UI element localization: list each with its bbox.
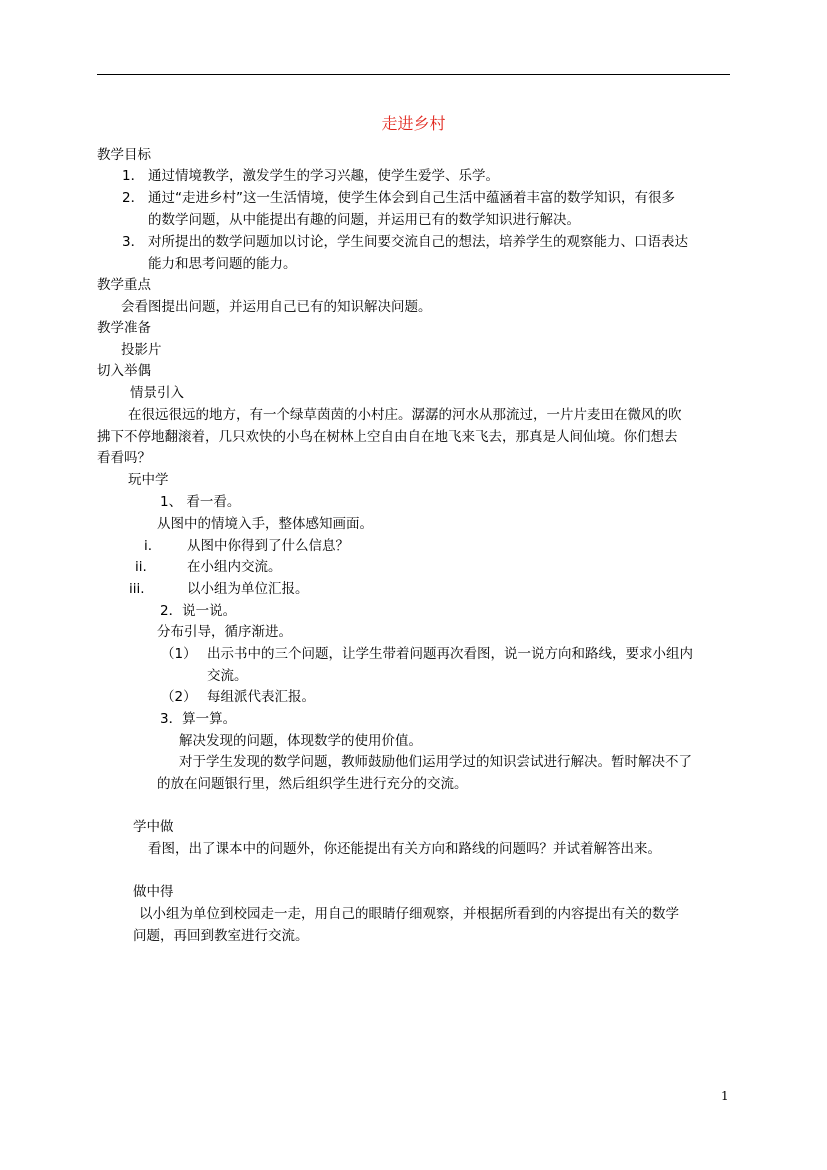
roman-1-num: i.	[144, 538, 153, 554]
roman-2-num: ii.	[135, 559, 147, 575]
keypoint-heading: 教学重点	[97, 277, 151, 293]
prep-heading: 教学准备	[97, 320, 151, 336]
step3-desc: 解决发现的问题，体现数学的使用价值。	[179, 733, 422, 749]
play-heading: 玩中学	[128, 472, 169, 488]
paren-2-text: 每组派代表汇报。	[207, 689, 315, 705]
objective-2-text: 通过“走进乡村”这一生活情境，使学生体会到自己生活中蕴涵着丰富的数学知识，有很多	[148, 190, 675, 206]
roman-1-text: 从图中你得到了什么信息？	[187, 538, 349, 554]
doing-line-1: 以小组为单位到校园走一走，用自己的眼睛仔细观察，并根据所看到的内容提出有关的数学	[139, 906, 679, 922]
paren-1-cont: 交流。	[207, 668, 248, 684]
paren-1-text: 出示书中的三个问题，让学生带着问题再次看图，说一说方向和路线，要求小组内	[207, 646, 693, 662]
objective-3-text: 对所提出的数学问题加以讨论，学生间要交流自己的想法，培养学生的观察能力、口语表达	[148, 234, 688, 250]
page-title: 走进乡村	[381, 114, 446, 133]
intro-line-1: 在很远很远的地方，有一个绿草茵茵的小村庄。潺潺的河水从那流过，一片片麦田在微风的吹	[128, 407, 682, 423]
roman-2-text: 在小组内交流。	[187, 559, 282, 575]
roman-3-text: 以小组为单位汇报。	[187, 581, 309, 597]
step2-desc: 分布引导，循序渐进。	[157, 624, 292, 640]
objective-1-num: 1．	[122, 168, 145, 184]
paren-2-num: （2）	[161, 689, 197, 705]
objective-3-num: 3．	[122, 234, 145, 250]
intro-line-3: 看看吗？	[97, 450, 151, 466]
header-rule	[97, 74, 730, 75]
step1-desc: 从图中的情境入手，整体感知画面。	[157, 516, 373, 532]
learn-heading: 学中做	[133, 819, 174, 835]
intro-subheading: 情景引入	[130, 385, 184, 401]
paren-1-num: （1）	[161, 646, 197, 662]
step3-line-2: 的放在问题银行里，然后组织学生进行充分的交流。	[157, 776, 468, 792]
prep-text: 投影片	[121, 342, 162, 358]
intro-line-2: 拂下不停地翻滚着，几只欢快的小鸟在树林上空自由自在地飞来飞去，那真是人间仙境。你们想去	[97, 429, 678, 445]
doing-heading: 做中得	[133, 884, 174, 900]
page-number: 1	[721, 1089, 729, 1103]
objective-3-cont: 能力和思考问题的能力。	[148, 256, 297, 272]
objective-1-text: 通过情境教学，激发学生的学习兴趣，使学生爱学、乐学。	[148, 168, 499, 184]
objective-2-num: 2．	[122, 190, 145, 206]
learn-text: 看图，出了课本中的问题外，你还能提出有关方向和路线的问题吗？并试着解答出来。	[148, 841, 661, 857]
intro-heading: 切入举偶	[97, 363, 151, 379]
step2-title: 2．说一说。	[160, 603, 237, 619]
step1-title: 1、 看一看。	[160, 494, 241, 510]
step3-title: 3．算一算。	[160, 711, 237, 727]
roman-3-num: iii.	[129, 581, 145, 597]
objectives-heading: 教学目标	[97, 147, 151, 163]
step3-line-1: 对于学生发现的数学问题，教师鼓励他们运用学过的知识尝试进行解决。暂时解决不了	[179, 754, 692, 770]
doing-line-2: 问题，再回到教室进行交流。	[133, 928, 309, 944]
keypoint-text: 会看图提出问题，并运用自己已有的知识解决问题。	[121, 299, 432, 315]
objective-2-cont: 的数学问题，从中能提出有趣的问题，并运用已有的数学知识进行解决。	[148, 212, 580, 228]
